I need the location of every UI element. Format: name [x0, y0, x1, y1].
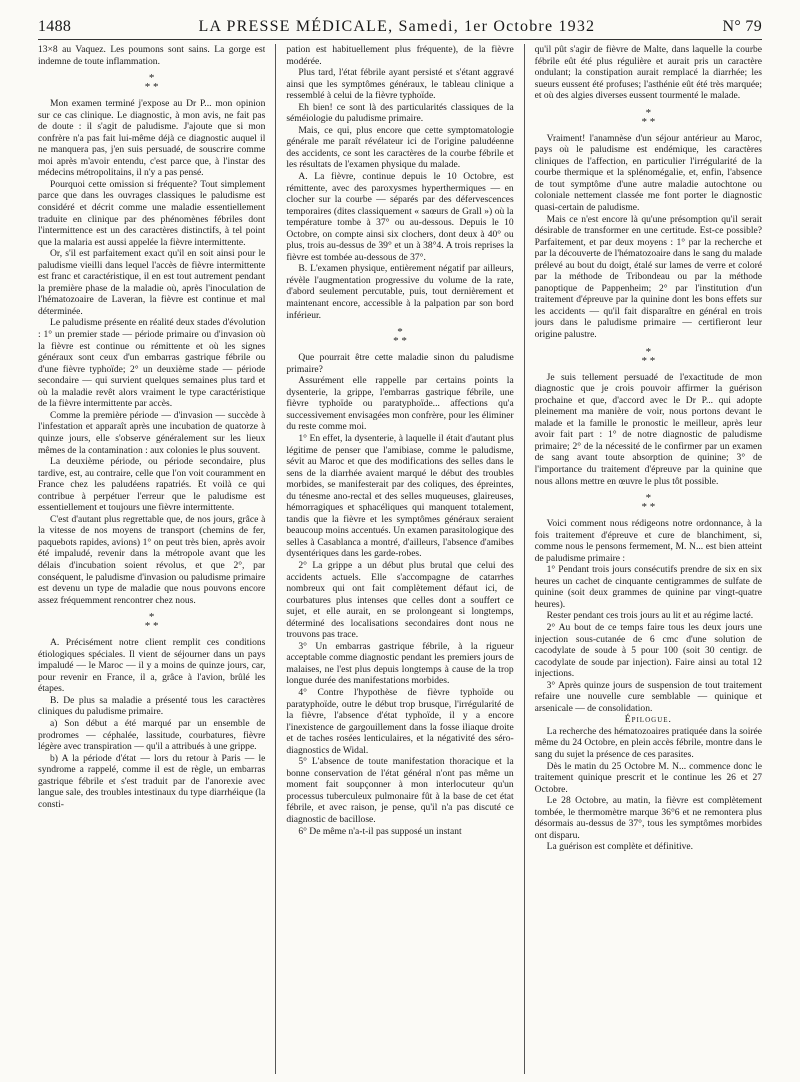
issue-number: N° 79 [722, 18, 762, 35]
page-number: 1488 [38, 18, 72, 35]
paragraph: 4° Contre l'hypothèse de fièvre typhoïde ou paratyphoïde, outre le début trop brusque, l'irrégularité de la fièvre, l'absence d'état typhoïde, il y a encore l'inexistence de gargouillement dans la fosse iliaque droite et de taches rosées lenticulaires, et la négativité des séro-diagnostics de Widal. [286, 686, 514, 756]
paragraph: B. L'examen physique, entièrement négatif par ailleurs, révèle l'augmentation progressive du volume de la rate, d'abord seulement percutable, puis, tout dernièrement et maintenant encore, accessible à la palpation par son bord inférieur. [286, 263, 514, 321]
paragraph: Rester pendant ces trois jours au lit et au régime lacté. [546, 610, 754, 622]
paragraph: A. Précisément notre client remplit ces conditions étiologiques spéciales. Il vient de séjourner dans un pays impaludé — le Maroc — il y a moins de quinze jours, car, pour revenir en France, il a, grâce à l'avion, brûlé les étapes. [38, 637, 266, 695]
paragraph: 13×8 au Vaquez. Les poumons sont sains. La gorge est indemne de toute inflammation. [38, 44, 266, 67]
paragraph: Dès le matin du 25 Octobre M. N... commence donc le traitement quinique prescrit et le continue les 26 et 27 Octobre. [534, 760, 763, 795]
paragraph: Plus tard, l'état fébrile ayant persisté et s'étant aggravé ainsi que les symptômes généraux, le tableau clinique a ressemblé à celui de la fièvre typhoïde. [286, 67, 514, 102]
paragraph: 5° L'absence de toute manifestation thoracique et la bonne conservation de l'état général n'ont pas même un moment fait soupçonner à mon interlocuteur qu'un processus tuberculeux pulmonaire fût à la base de cet état fébrile, et avec raison, je pense, qu'il n'a pas discuté ce diagnostic de bacillose. [286, 756, 514, 825]
paragraph: B. De plus sa maladie a présenté tous les caractères cliniques du paludisme primaire. [38, 694, 266, 718]
paragraph: 2° La grippe a un début plus brutal que celui des accidents actuels. Elle s'accompagne de catarrhes nombreux qui ont fait complètement défaut ici, de courbatures plus intenses que celles dont a souffert ce sujet, et elle aurait, en se prolongeant si longtemps, déterminé des localisations secondaires dont nous ne trouvons pas trace. [286, 559, 514, 641]
paragraph: C'est d'autant plus regrettable que, de nos jours, grâce à la vitesse de nos moyens de transport (chemins de fer, paquebots rapides, avions) 1° on peut très bien, après avoir été impaludé, revenir dans la métropole avant que les délais d'incubation soient révolus, et que 2°, par conséquent, le paludisme d'invasion ou paludisme primaire est devenu un type de maladie que nous pouvons encore assez fréquemment rencontrer chez nous. [38, 513, 266, 606]
section-separator: * * * [641, 106, 656, 128]
paragraph: Eh bien! ce sont là des particularités classiques de la séméiologie du paludisme primaire. [286, 101, 514, 125]
paragraph: Or, s'il est parfaitement exact qu'il en soit ainsi pour le paludisme vieilli dans lequel l'accès de fièvre intermittente est franc et caractéristique, il en est tout autrement pendant la première phase de la maladie où, après l'inoculation de l'hématozoaire de Laveran, la fièvre est continue et mal déterminée. [38, 248, 266, 317]
section-separator: * * * [144, 611, 159, 633]
paragraph: 1° Pendant trois jours consécutifs prendre de six en six heures un cachet de cinquante centigrammes de sulfate de quinine (soit deux grammes de quinine par vingt-quatre heures). [534, 564, 763, 610]
paragraph: 6° De même n'a-t-il pas supposé un instant [298, 825, 462, 837]
paragraph: 2° Au bout de ce temps faire tous les deux jours une injection sous-cutanée de 6 cmc d'une solution de cacodylate de soude à 5 pour 100 (soit 30 centigr. de cacodylate de soude par injection). Faire ainsi au total 12 injections. [534, 621, 763, 680]
paragraph: Mais ce n'est encore là qu'une présomption qu'il serait désirable de transformer en une certitude. Est-ce possible? Parfaitement, et par deux moyens : 1° par la recherche et par la découverte de l'hématozoaire dans le sang du malade prélevé au bout du doigt, étalé sur lames de verre et coloré par la méthode de Tribondeau ou par la méthode panoptique de Pappenheim; 2° par l'institution d'un traitement d'épreuve par la quinine dont les bons effets sur les accidents — qu'il fait disparaître en général en trois jours dans le paludisme primaire — certifieront leur origine palustre. [534, 213, 763, 341]
paragraph: Je suis tellement persuadé de l'exactitude de mon diagnostic que je crois pouvoir affirmer la guérison prochaine et que, d'accord avec le Dr P... qui adopte pleinement ma manière de voir, nous portons devant le malade et la famille le pronostic le meilleur, après leur avoir fait part : 1° de notre diagnostic de paludisme primaire; 2° de la nécessité de le confirmer par un examen de sang avant toute absorption de quinine; 3° de l'importance du traitement d'épreuve par la quinine que nous allons mettre en œuvre le plus tôt possible. [534, 371, 763, 487]
paragraph: Pourquoi cette omission si fréquente? Tout simplement parce que dans les ouvrages classiques le paludisme est considéré et décrit comme une maladie essentiellement traduite en clinique par des phénomènes fébriles dont l'intermittence est un des caractères distinctifs, à tel point que la malaria est aussi appelée la fièvre intermittente. [38, 178, 266, 248]
paragraph: 3° Après quinze jours de suspension de tout traitement refaire une nouvelle cure semblable — quinique et arsenicale — de consolidation. [534, 679, 763, 714]
paragraph: Le paludisme présente en réalité deux stades d'évolution : 1° un premier stade — période primaire ou d'invasion où la fièvre est continue ou rémittente et où les signes généraux sont ceux d'un embarras gastrique fébrile ou d'une fièvre typhoïde; 2° un deuxième stade — période secondaire — qui survient quelques semaines plus tard et où la maladie revêt alors vraiment le type caractéristique de la fièvre intermittente par accès. [38, 317, 266, 410]
paragraph: Mon examen terminé j'expose au Dr P... mon opinion sur ce cas clinique. Le diagnostic, à mon avis, ne fait pas de doute : il s'agit de paludisme. J'ajoute que si mon confrère n'a pas fait lui-même déjà ce diagnostic auquel il ne manquera pas, j'en suis persuadé, de souscrire comme moi après m'avoir entendu, c'est parce que, à l'instar des médecins métropolitains, il n'y a pas pensé. [38, 98, 266, 179]
paragraph: pation est habituellement plus fréquente), de la fièvre modérée. [286, 44, 514, 67]
paragraph: 3° Un embarras gastrique fébrile, à la rigueur acceptable comme diagnostic pendant les premiers jours de malaises, ne l'est plus depuis longtemps à cause de la trop longue durée des manifestations morbides. [286, 640, 514, 687]
column-divider [275, 44, 276, 1074]
section-separator: * * * [641, 492, 656, 514]
column-middle [286, 44, 513, 1074]
paragraph: Vraiment! l'anamnèse d'un séjour antérieur au Maroc, pays où le paludisme est endémique, les caractères cliniques de l'affection, en particulier l'irrégularité de la courbe thermique et la splénomégalie, et, enfin, l'absence de tout symptôme d'une autre maladie autochtone ou coloniale nettement classée me font porter le diagnostic quasi-certain de paludisme. [534, 132, 763, 214]
paragraph: La guérison est complète et définitive. [546, 841, 693, 853]
paragraph: Mais, ce qui, plus encore que cette symptomatologie générale me paraît révélateur ici de l'origine paludéenne des accidents, ce sont les caractères de la courbe fébrile et les résultats de l'examen physique du malade. [286, 124, 514, 171]
paragraph: A. La fièvre, continue depuis le 10 Octobre, est rémittente, avec des paroxysmes hyperthermiques — en clocher sur la courbe — séparés par des défervescences temporaires (dites classiquement « saœurs de Grall ») où la température tombe à 37° ou au-dessous. Depuis le 10 Octobre, on compte ainsi six clochers, dont deux à 40° ou plus, trois au-dessus de 39° et un à 38°4. A trois reprises la fièvre est tombée au-dessous de 37°. [286, 171, 514, 263]
paragraph: Le 28 Octobre, au matin, la fièvre est complètement tombée, le thermomètre marque 36°6 et ne remontera plus désormais au-dessus de 37°, tous les symptômes morbides ont disparu. [534, 795, 763, 841]
section-heading: Épilogue. [624, 714, 672, 726]
article-columns [38, 44, 762, 1074]
journal-title: LA PRESSE MÉDICALE, Samedi, 1er Octobre 1932 [198, 18, 596, 35]
section-separator: * * * [393, 326, 407, 348]
column-right [535, 44, 762, 1074]
paragraph: 1° En effet, la dysenterie, à laquelle il était d'autant plus légitime de penser que l'amibiase, comme le paludisme, sévit au Maroc et que des modifications des selles dans le sens de la diarrhée avaient marqué le début des troubles morbides, se manifesterait par des coliques, des épreintes, du ténesme ano-rectal et des selles muqueuses, glaireuses, hémorragiques et sphacéliques qui manquent totalement, tandis que la fièvre et les symptômes généraux seraient beaucoup moins accentués. Un examen parasitologique des selles à Casablanca a montré, d'ailleurs, l'absence d'amibes dysentériques dans les garde-robes. [286, 432, 514, 560]
section-separator: * * * [144, 72, 159, 94]
column-divider [524, 44, 525, 1074]
paragraph: b) A la période d'état — lors du retour à Paris — le syndrome a rappelé, comme il est de règle, un embarras gastrique fébrile et s'est traduit par de l'anorexie avec langue sale, des troubles intestinaux du type diarrhéique (la consti- [38, 752, 266, 810]
page-header [38, 10, 762, 40]
paragraph: Que pourrait être cette maladie sinon du paludisme primaire? [286, 352, 514, 375]
paragraph: Voici comment nous rédigeons notre ordonnance, à la fois traitement d'épreuve et cure de blanchiment, si, comme nous le pensons fermement, M. N... est bien atteint de paludisme primaire : [534, 518, 763, 564]
paragraph: qu'il pût s'agir de fièvre de Malte, dans laquelle la courbe fébrile eût été plus régulière et aurait pris un caractère ondulant; la constipation aurait remplacé la diarrhée; les sueurs eussent été profuses; l'asthénie eût été très marquée; et où des algies diverses eussent tourmenté le malade. [534, 44, 763, 102]
paragraph: La deuxième période, ou période secondaire, plus tardive, est, au contraire, celle que l'on voit couramment en France chez les paludéens rapatriés. Et voilà ce qui contribue à perpétuer l'erreur que le paludisme est essentiellement et toujours une fièvre intermittente. [38, 456, 266, 514]
paragraph: a) Son début a été marqué par un ensemble de prodromes — céphalée, lassitude, courbatures, fièvre légère avec transpiration — qu'il a attribués à une grippe. [38, 717, 266, 753]
column-left [38, 44, 265, 1074]
section-separator: * * * [641, 345, 656, 367]
paragraph: Comme la première période — d'invasion — succède à l'infestation et apparaît après une incubation de quatorze à quinze jours, elle s'observe généralement sur les lieux mêmes de la contamination : aux colonies le plus souvent. [38, 409, 266, 456]
paragraph: Assurément elle rappelle par certains points la dysenterie, la grippe, l'embarras gastrique fébrile, une fièvre typhoïde ou paratyphoïde... affections qu'a successivement envisagées mon confrère, pour les éliminer du reste comme moi. [286, 375, 514, 433]
paragraph: La recherche des hématozoaires pratiquée dans la soirée même du 24 Octobre, en plein accès fébrile, montre dans le sang du sujet la présence de ces parasites. [534, 725, 763, 760]
